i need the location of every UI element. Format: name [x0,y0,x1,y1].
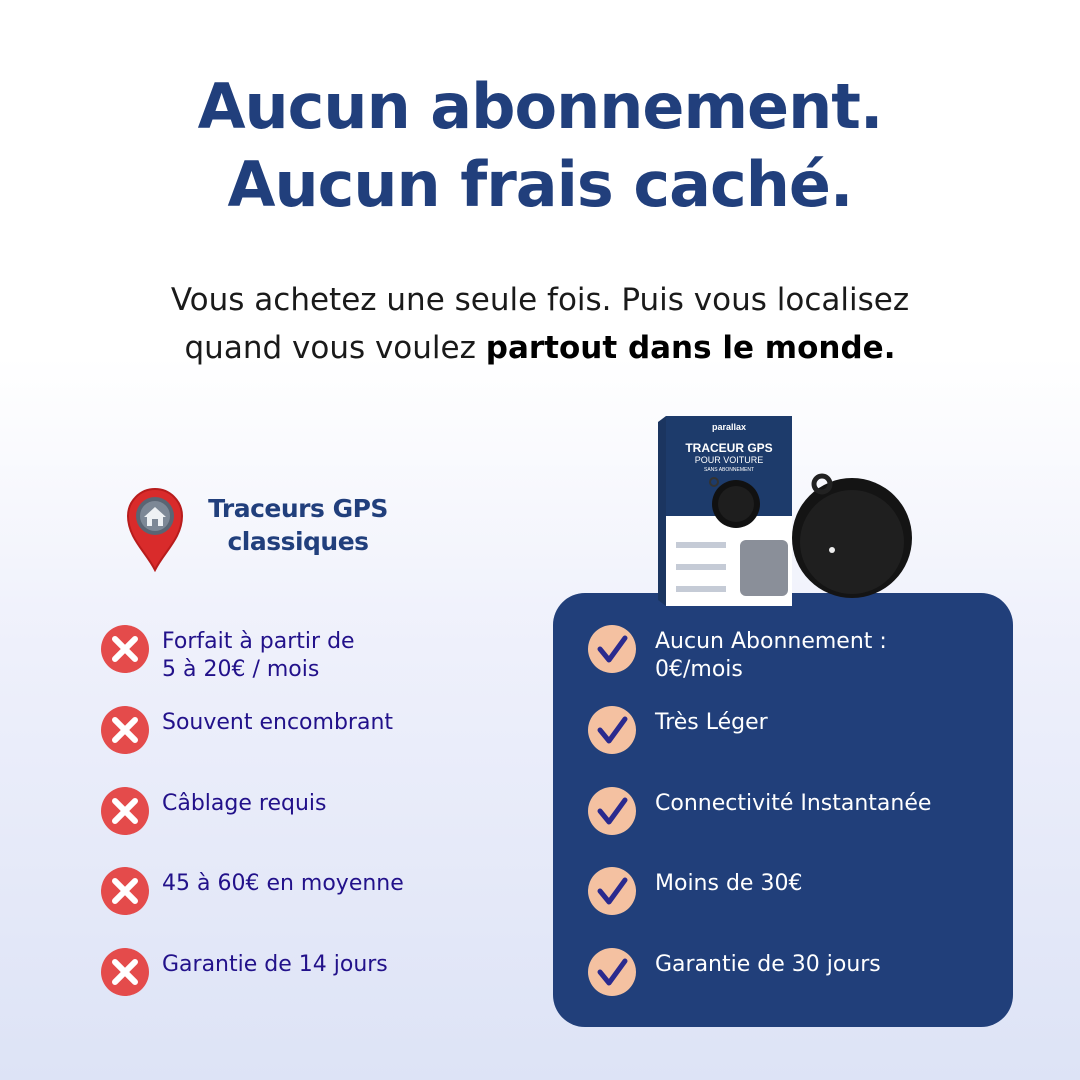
classic-trackers-title [198,492,398,558]
subheadline-line-2 [0,324,1080,372]
classic-trackers-header [124,486,424,576]
product-box-title: TRACEUR GPS [685,441,773,455]
cross-icon [100,705,150,755]
classic-title-line-2: classiques [227,527,369,556]
subheadline [0,276,1080,372]
item-text: Connectivité Instantanée [655,791,932,816]
product-image [652,410,912,610]
item-text: Garantie de 30 jours [655,952,881,977]
item-text-line-2: 0€/mois [655,657,743,682]
headline-line-1: Aucun abonnement. [197,70,883,143]
item-text: 45 à 60€ en moyenne [162,871,404,896]
item-text: Câblage requis [162,791,327,816]
item-text: Souvent encombrant [162,710,394,735]
cross-icon [100,624,150,674]
headline [0,68,1080,224]
cross-icon [100,786,150,836]
subheadline-line-1: Vous achetez une seule fois. Puis vous localisez [170,282,910,318]
item-text-line-1: Aucun Abonnement : [655,629,887,654]
classic-title-line-1: Traceurs GPS [208,494,388,523]
check-icon [587,786,637,836]
product-box-subtitle: POUR VOITURE [694,455,764,465]
check-icon [587,947,637,997]
item-text-line-2: 5 à 20€ / mois [162,657,320,682]
product-brand: parallax [711,422,747,432]
item-text: Très Léger [655,710,768,735]
item-text-line-1: Forfait à partir de [162,629,355,654]
item-text: Moins de 30€ [655,871,803,896]
cross-icon [100,866,150,916]
product-box-tagline: SANS ABONNEMENT [703,467,755,473]
item-text: Garantie de 14 jours [162,952,388,977]
subheadline-bold-text: partout dans le monde. [485,330,896,366]
location-pin-house-icon [124,486,186,572]
check-icon [587,705,637,755]
headline-line-2: Aucun frais caché. [227,148,853,221]
check-icon [587,624,637,674]
check-icon [587,866,637,916]
cross-icon [100,947,150,997]
subheadline-regular-text: quand vous voulez [184,330,486,366]
